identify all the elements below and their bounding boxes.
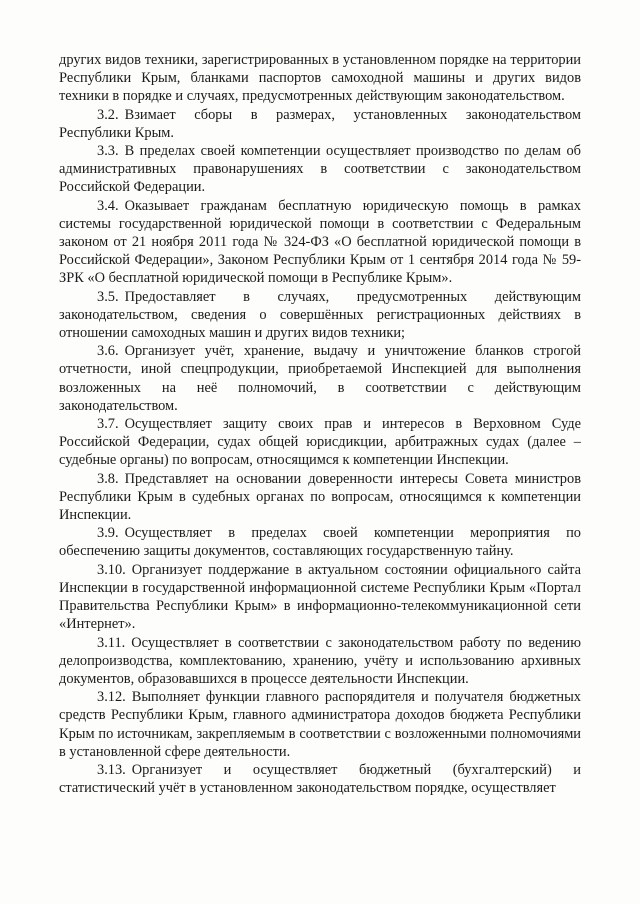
paragraph-3-5 <box>59 288 581 343</box>
paragraph-text: Выполняет функции главного распорядителя и получателя бюджетных средств Республики Крым, главного администратора доходов бюджета Республики Крым по источникам, закрепляемым в соответствии с возложенными полномочиями в установленной сфере деятельности. <box>59 689 581 760</box>
paragraph-text: В пределах своей компетенции осуществляет производство по делам об административных правонарушениях в соответствии с законодательством Российской Федерации. <box>59 143 581 196</box>
paragraph-3-11 <box>59 634 581 689</box>
paragraph-text: Организует и осуществляет бюджетный (бухгалтерский) и статистический учёт в установленном законодательством порядке, осуществляет <box>59 761 581 797</box>
paragraph-number: 3.3. <box>97 143 119 160</box>
paragraph-text: других видов техники, зарегистрированных в установленном порядке на территории Республики Крым, бланками паспортов самоходной машины и других видов техники в порядке и случаях, предусмотренных действующим законодательством. <box>59 52 581 105</box>
paragraph-text: Оказывает гражданам бесплатную юридическую помощь в рамках системы государственной юридической помощи в соответствии с Федеральным законом от 21 ноября 2011 года № 324-ФЗ «О бесплатной юридической помощи в Российской Федерации», Законом Республики Крым от 1 сентября 2014 года № 59-ЗРК «О бесплатной юридической помощи в Республике Крым». <box>59 197 581 287</box>
paragraph-3-8 <box>59 470 581 525</box>
paragraph-text: Осуществляет защиту своих прав и интересов в Верховном Суде Российской Федерации, судах общей юрисдикции, арбитражных судах (далее – судебные органы) по вопросам, относящимся к компетенции Инспекции. <box>59 416 581 469</box>
paragraph-3-13 <box>59 761 581 797</box>
paragraph-number: 3.5. <box>97 288 119 305</box>
paragraph-number: 3.10. <box>97 561 126 578</box>
paragraph-number: 3.11. <box>97 634 126 651</box>
paragraph-number: 3.7. <box>97 416 119 433</box>
paragraph-text: Осуществляет в соответствии с законодательством работу по ведению делопроизводства, комплектованию, хранению, учёту и использованию архивных документов, образовавшихся в процессе деятельности Инспекции. <box>59 634 581 687</box>
paragraph-text: Предоставляет в случаях, предусмотренных действующим законодательством, сведения о совершённых регистрационных действиях в отношении самоходных машин и других видов техники; <box>59 288 581 342</box>
paragraph-3-4 <box>59 197 581 288</box>
paragraph-number: 3.8. <box>97 470 119 487</box>
document-body <box>59 51 581 797</box>
paragraph-number: 3.12. <box>97 689 126 706</box>
paragraph-3-9 <box>59 524 581 560</box>
paragraph-number: 3.9. <box>97 525 119 542</box>
paragraph-3-6 <box>59 342 581 415</box>
paragraph-number: 3.13. <box>97 761 126 778</box>
paragraph-3-7 <box>59 415 581 470</box>
paragraph-3-3 <box>59 142 581 197</box>
paragraph-3-2 <box>59 106 581 142</box>
paragraph-number: 3.4. <box>97 197 119 214</box>
paragraph-text: Представляет на основании доверенности интересы Совета министров Республики Крым в судебных органах по вопросам, относящимся к компетенции Инспекции. <box>59 470 581 524</box>
paragraph-number: 3.2. <box>97 106 119 123</box>
paragraph-number: 3.6. <box>97 343 119 360</box>
paragraph-text: Осуществляет в пределах своей компетенции мероприятия по обеспечению защиты документов, составляющих государственную тайну. <box>59 525 581 560</box>
paragraph-text: Организует учёт, хранение, выдачу и уничтожение бланков строгой отчетности, иной спецпродукции, приобретаемой Инспекцией для выполнения возложенных на неё полномочий, в соответствии с действующим законодательством. <box>59 343 581 414</box>
paragraph-3-10 <box>59 561 581 634</box>
paragraph-text: Взимает сборы в размерах, установленных законодательством Республики Крым. <box>59 106 581 141</box>
paragraph-3-12 <box>59 688 581 761</box>
paragraph-continuation <box>59 51 581 106</box>
paragraph-text: Организует поддержание в актуальном состоянии официального сайта Инспекции в государственной информационной системе Республики Крым «Портал Правительства Республики Крым» в информационно-телекоммуникационной сети «Интернет». <box>59 561 581 633</box>
